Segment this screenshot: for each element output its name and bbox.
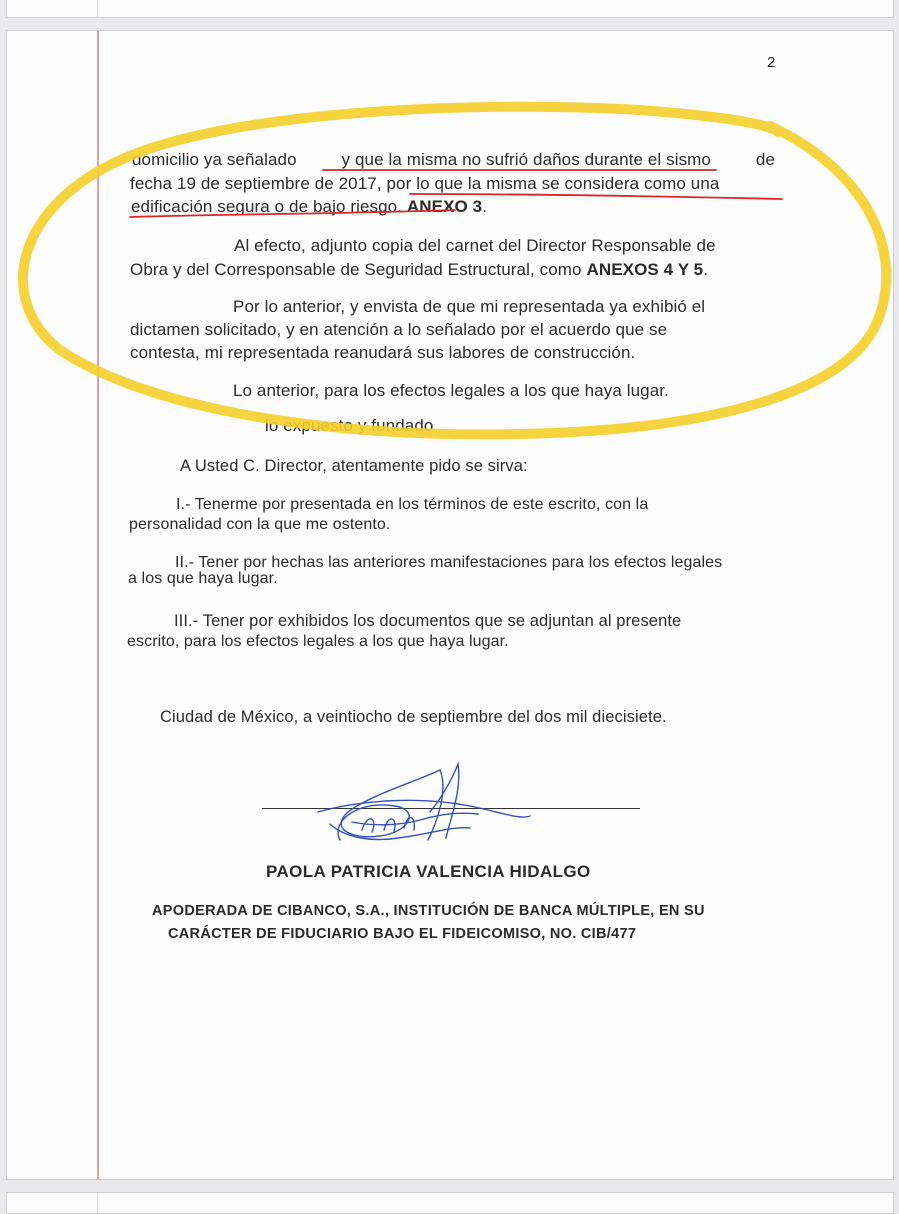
annex-label: ANEXO 3 xyxy=(407,197,482,216)
text-segment: de xyxy=(756,150,775,170)
request-1-line-1: I.- Tenerme por presentada en los términos de este escrito, con la xyxy=(176,496,770,514)
paragraph-2-line-2 xyxy=(130,260,708,280)
text-segment: Obra y del Corresponsable de Seguridad Estructural, como xyxy=(130,260,582,279)
place-date: Ciudad de México, a veintiocho de septiembre del dos mil diecisiete. xyxy=(160,708,667,727)
paragraph-1-line-1 xyxy=(132,150,775,170)
signatory-title-line-2: CARÁCTER DE FIDUCIARIO BAJO EL FIDEICOMISO, NO. CIB/477 xyxy=(168,926,636,942)
signature-line xyxy=(262,808,640,809)
text-segment: fecha 19 de septiembre de 2017, xyxy=(130,174,387,193)
text-segment: . xyxy=(482,197,487,216)
underlined-text: por lo que la misma se considera como una xyxy=(387,174,720,193)
request-1-line-2: personalidad con la que me ostento. xyxy=(129,516,390,534)
request-3-line-1: III.- Tener por exhibidos los documentos que se adjuntan al presente xyxy=(174,612,681,631)
request-3-line-2: escrito, para los efectos legales a los que haya lugar. xyxy=(127,633,509,651)
text-segment: domicilio ya señalado xyxy=(132,150,297,170)
paragraph-1-line-3 xyxy=(131,197,487,217)
page-number: 2 xyxy=(767,54,775,71)
underlined-text: y que la misma no sufrió daños durante el sismo xyxy=(342,150,711,170)
signatory-name: PAOLA PATRICIA VALENCIA HIDALGO xyxy=(266,862,591,882)
annex-label: ANEXOS 4 Y 5 xyxy=(586,260,703,279)
paragraph-3-line-3: contesta, mi representada reanudará sus labores de construcción. xyxy=(130,343,635,363)
underlined-text: edificación segura o de bajo riesgo xyxy=(131,197,397,216)
paragraph-2-line-1: Al efecto, adjunto copia del carnet del Director Responsable de xyxy=(234,236,716,256)
next-page-edge xyxy=(6,1192,894,1214)
text-segment: . xyxy=(703,260,708,279)
request-2-line-2: a los que haya lugar. xyxy=(128,570,278,588)
signatory-title-line-1: APODERADA DE CIBANCO, S.A., INSTITUCIÓN DE BANCA MÚLTIPLE, EN SU xyxy=(152,903,705,919)
paragraph-3-line-1: Por lo anterior, y envista de que mi representada ya exhibió el xyxy=(233,297,705,317)
request-intro: A Usted C. Director, atentamente pido se sirva: xyxy=(180,457,528,476)
paragraph-5: lo expuesto y fundado xyxy=(265,416,433,436)
previous-page-edge xyxy=(6,0,894,18)
paragraph-1-line-2 xyxy=(130,174,719,194)
request-2-line-1: II.- Tener por hechas las anteriores manifestaciones para los efectos legales xyxy=(175,554,722,572)
text-segment: . xyxy=(397,197,407,216)
margin-line xyxy=(97,1193,98,1213)
margin-line xyxy=(97,0,98,17)
margin-line xyxy=(97,31,99,1179)
paragraph-4: Lo anterior, para los efectos legales a los que haya lugar. xyxy=(233,381,669,401)
paragraph-3-line-2: dictamen solicitado, y en atención a lo señalado por el acuerdo que se xyxy=(130,320,667,340)
